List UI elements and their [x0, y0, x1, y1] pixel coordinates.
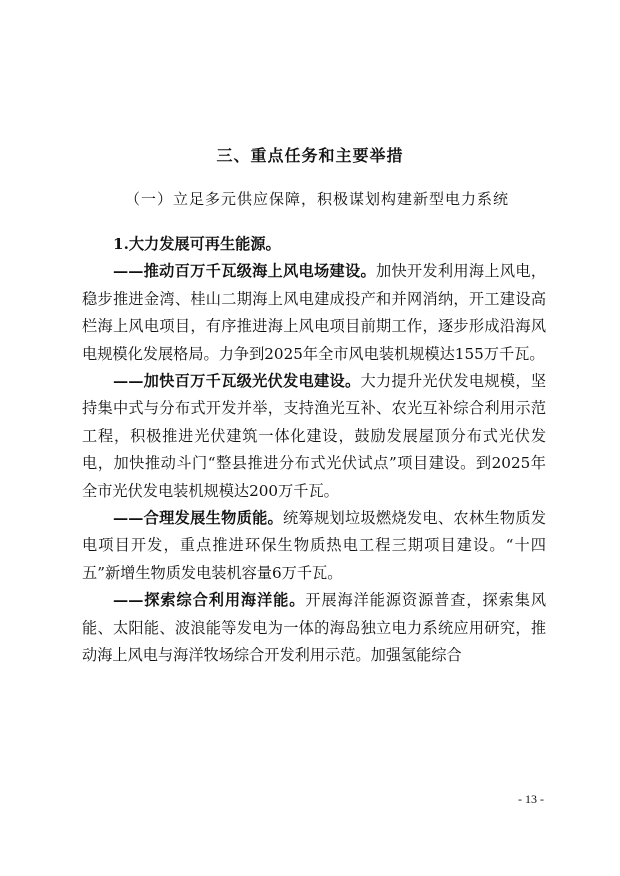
paragraph-lead: ——加快百万千瓦级光伏发电建设。: [113, 372, 361, 391]
paragraph-text: 统筹规划垃圾燃烧发电、农林生物质发电项目开发，重点推进环保生物质热电工程三期项目建设。“十四五”新增生物质发电装机容量6万千瓦。: [82, 509, 547, 582]
heading: 1.大力发展可再生能源。: [113, 235, 281, 253]
heading-paragraph: [82, 231, 546, 258]
paragraph-biomass: [82, 505, 546, 587]
subsection-title: （一）立足多元供应保障，积极谋划构建新型电力系统: [124, 190, 509, 208]
page-number: - 13 -: [518, 792, 544, 806]
paragraph-lead: ——合理发展生物质能。: [113, 509, 284, 528]
paragraph-solar: [82, 368, 546, 505]
section-title: 三、重点任务和主要举措: [216, 146, 404, 165]
paragraph-text: 加快开发利用海上风电，稳步推进金湾、桂山二期海上风电建成投产和并网消纳，开工建设高栏海上风电项目，有序推进海上风电项目前期工作，逐步形成沿海风电规模化发展格局。力争到2025年全市风电装机规模达155万千瓦。: [82, 262, 547, 363]
paragraph-text: 开展海洋能源资源普查，探索集风能、太阳能、波浪能等发电为一体的海岛独立电力系统应用研究，推动海上风电与海洋牧场综合开发利用示范。加强氢能综合: [82, 591, 547, 665]
paragraph-lead: ——推动百万千瓦级海上风电场建设。: [113, 262, 376, 281]
paragraph-wind: [82, 258, 546, 368]
paragraph-ocean: [82, 587, 546, 669]
paragraph-lead: ——探索综合利用海洋能。: [113, 591, 306, 610]
body-text: [82, 231, 546, 670]
paragraph-text: 大力提升光伏发电规模，坚持集中式与分布式开发并举，支持渔光互补、农光互补综合利用示范工程，积极推进光伏建筑一体化建设，鼓励发展屋顶分布式光伏发电，加快推动斗门“整县推进分布式光伏试点”项目建设。到2025年全市光伏发电装机规模达200万千瓦。: [82, 372, 547, 500]
